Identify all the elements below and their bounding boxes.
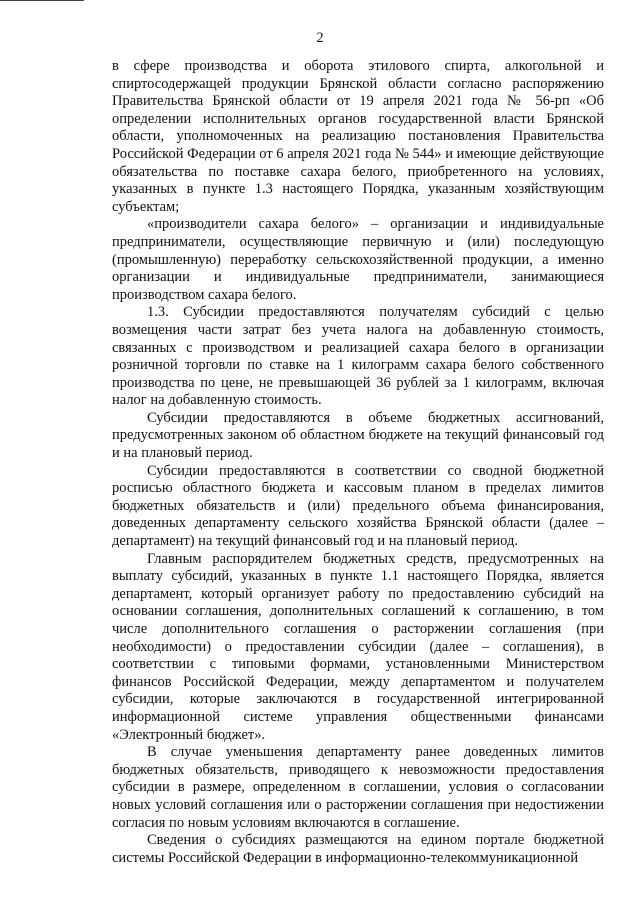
paragraph-sugar-producers-definition: «производители сахара белого» – организации и индивидуальные предприниматели, осуществляющие первичную и (или) последующую (промышленную) переработку сельскохозяйственной продукции, а именно организации и индивидуальные предприниматели, занимающиеся производством сахара белого.: [112, 216, 604, 303]
paragraph-main-administrator: Главным распорядителем бюджетных средств, предусмотренных на выплату субсидий, указанных в пункте 1.1 настоящего Порядка, является департамент, который организует работу по предоставлению субсидий на основании соглашения, дополнительных соглашений к соглашению, в том числе дополнительного соглашения о расторжении соглашения (при необходимости) о предоставлении субсидии (далее – соглашения), в соответствии с типовыми формами, установленными Министерством финансов Российской Федерации, между департаментом и получателем субсидии, которые заключаются в государственной интегрированной информационной системе управления общественными финансами «Электронный бюджет».: [112, 550, 604, 743]
paragraph-budget-allocations: Субсидии предоставляются в объеме бюджетных ассигнований, предусмотренных законом об областном бюджете на текущий финансовый год и на плановый период.: [112, 409, 604, 462]
top-edge-rule: [0, 0, 84, 1]
paragraph-limit-reduction: В случае уменьшения департаменту ранее доведенных лимитов бюджетных обязательств, приводящего к невозможности предоставления субсидии в размере, определенном в соглашении, условия о согласовании новых условий соглашения или о расторжении соглашения при недостижении согласия по новым условиям включаются в соглашение.: [112, 744, 604, 831]
paragraph-subsidy-information: Сведения о субсидиях размещаются на едином портале бюджетной системы Российской Федерации в информационно-телекоммуникационной: [112, 832, 604, 866]
page-number: 2: [316, 30, 324, 46]
paragraph-budget-schedule: Субсидии предоставляются в соответствии со сводной бюджетной росписью областного бюджета и кассовым планом в пределах лимитов бюджетных обязательств и (или) предельного объема финансирования, доведенных департаменту сельского хозяйства Брянской области (далее – департамент) на текущий финансовый год и на плановый период.: [112, 462, 604, 550]
document-body: [112, 58, 604, 867]
paragraph-clause-1-3: 1.3. Субсидии предоставляются получателям субсидий с целью возмещения части затрат без учета налога на добавленную стоимость, связанных с производством и реализацией сахара белого в организации розничной торговли по ставке на 1 килограмм сахара белого собственного производства по цене, не превышающей 36 рублей за 1 килограмм, включая налог на добавленную стоимость.: [112, 304, 604, 409]
paragraph-continuation: в сфере производства и оборота этилового спирта, алкогольной и спиртосодержащей продукции Брянской области согласно распоряжению Правительства Брянской области от 19 апреля 2021 года № 56-рп «Об определении исполнительных органов государственной власти Брянской области, уполномоченных на реализацию постановления Правительства Российской Федерации от 6 апреля 2021 года № 544» и имеющие действующие обязательства по поставке сахара белого, приобретенного на условиях, указанных в пункте 1.3 настоящего Порядка, указанным хозяйствующим субъектам;: [112, 58, 604, 215]
